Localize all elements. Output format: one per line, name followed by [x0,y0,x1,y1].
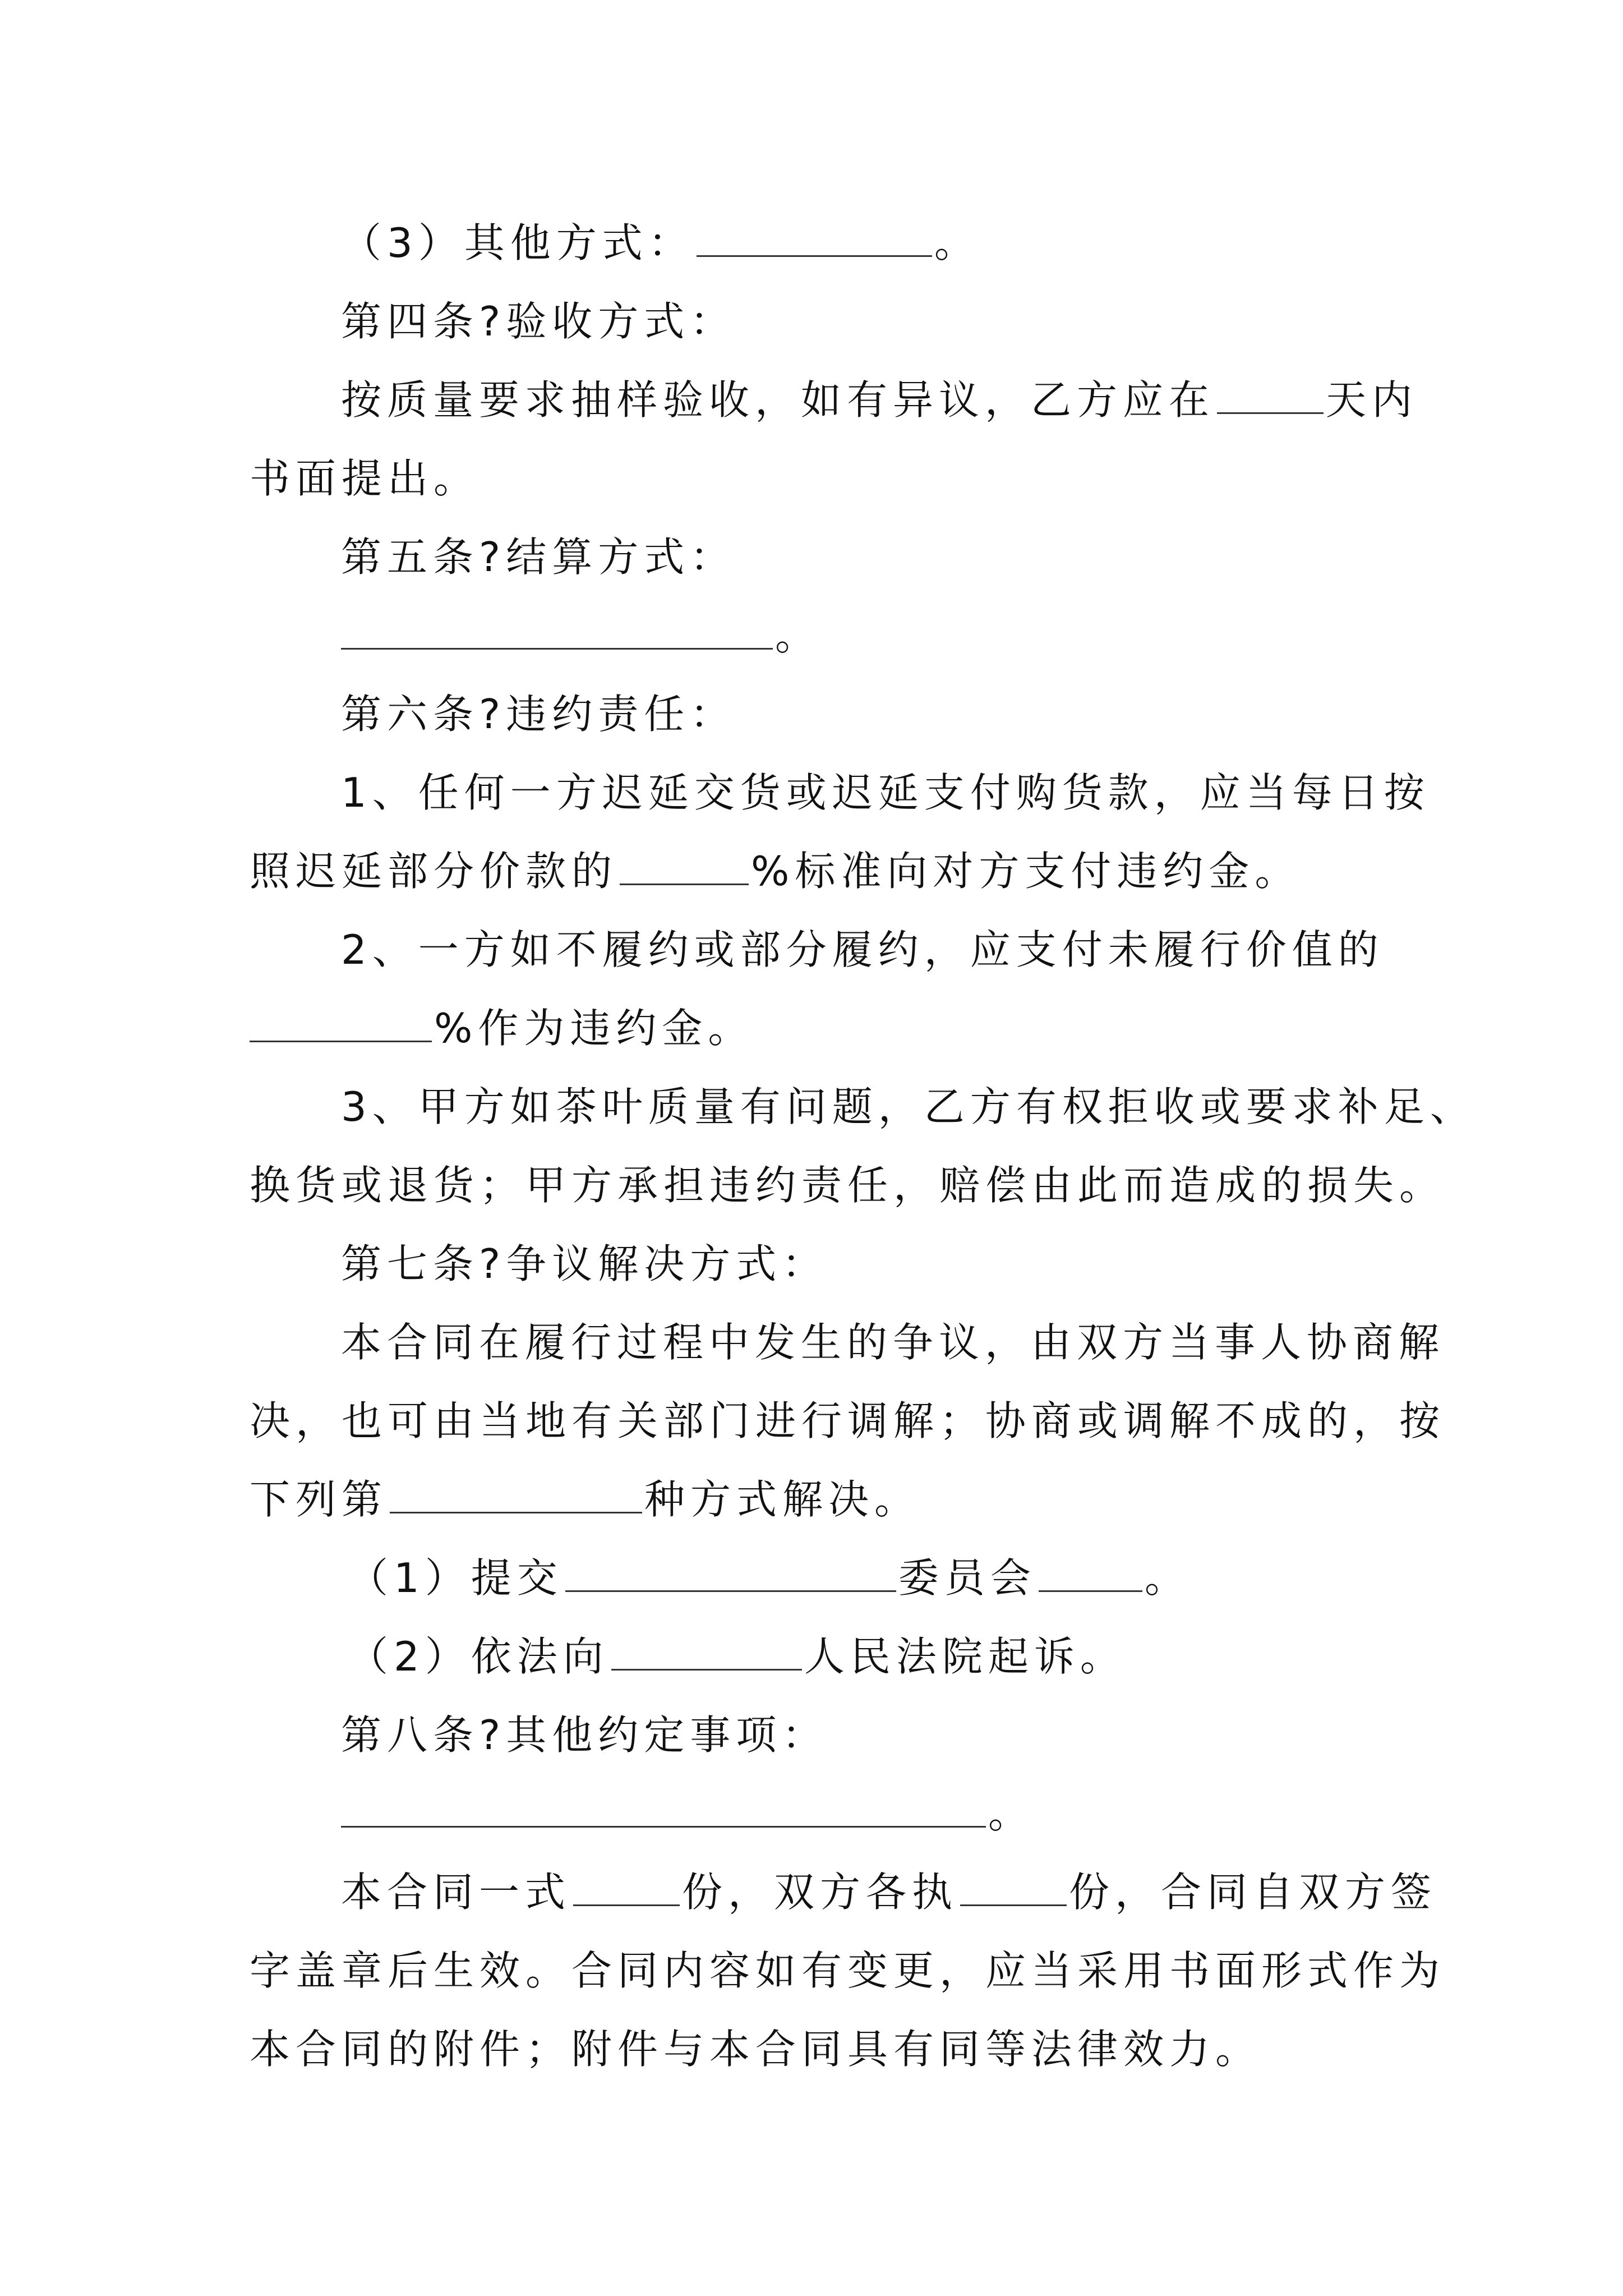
article-6-item-1-cont: 照迟延部分价款的 %标准向对方支付违约金。 [250,848,1301,895]
fill-blank [341,1792,986,1828]
article-5-heading: 第五条?结算方式： [341,533,736,581]
fill-blank [1217,379,1324,414]
article-4-text: 按质量要求抽样验收，如有异议，乙方应在 天内 [341,376,1418,424]
closing-paragraph: 本合同一式 份，双方各执 份，合同自双方签 [341,1869,1437,1916]
article-4-text-cont: 书面提出。 [250,455,480,502]
article-6-item-3-cont: 换货或退货；甲方承担违约责任，赔偿由此而造成的损失。 [250,1162,1446,1209]
fill-blank [1039,1557,1142,1592]
fill-blank [250,1007,432,1042]
fill-blank [390,1478,642,1513]
article-4-heading: 第四条?验收方式： [341,298,736,345]
fill-blank [960,1871,1067,1906]
fill-blank [697,222,932,257]
fill-blank [341,614,773,650]
article-5-blank-line: 。 [341,611,821,660]
article-7-heading: 第七条?争议解决方式： [341,1240,828,1287]
closing-paragraph-cont: 字盖章后生效。合同内容如有变更，应当采用书面形式作为 [250,1947,1446,1994]
article-6-item-2-cont: %作为违约金。 [250,1004,754,1052]
fill-blank [611,1635,802,1671]
article-7-text: 本合同在履行过程中发生的争议，由双方当事人协商解 [341,1319,1445,1366]
clause-3-3-other-method: （3）其他方式： 。 [341,219,980,266]
article-6-item-3: 3、甲方如茶叶质量有问题，乙方有权拒收或要求补足、 [341,1083,1476,1130]
article-8-heading: 第八条?其他约定事项： [341,1711,828,1759]
article-7-option-2: （2）依法向 人民法院起诉。 [348,1633,1126,1680]
article-6-item-1: 1、任何一方迟延交货或迟延支付购货款，应当每日按 [341,769,1430,816]
article-8-blank-line: 。 [341,1789,1034,1838]
fill-blank [565,1557,896,1592]
article-7-text-cont: 决，也可由当地有关部门进行调解；协商或调解不成的，按 [250,1397,1446,1444]
article-6-item-2: 2、一方如不履约或部分履约，应支付未履行价值的 [341,926,1384,973]
closing-paragraph-cont-2: 本合同的附件；附件与本合同具有同等法律效力。 [250,2026,1262,2073]
fill-blank [573,1871,680,1906]
fill-blank [620,850,749,885]
article-7-text-cont-2: 下列第 种方式解决。 [250,1476,921,1523]
article-6-heading: 第六条?违约责任： [341,691,736,738]
article-7-option-1: （1）提交 委员会 。 [348,1554,1191,1602]
